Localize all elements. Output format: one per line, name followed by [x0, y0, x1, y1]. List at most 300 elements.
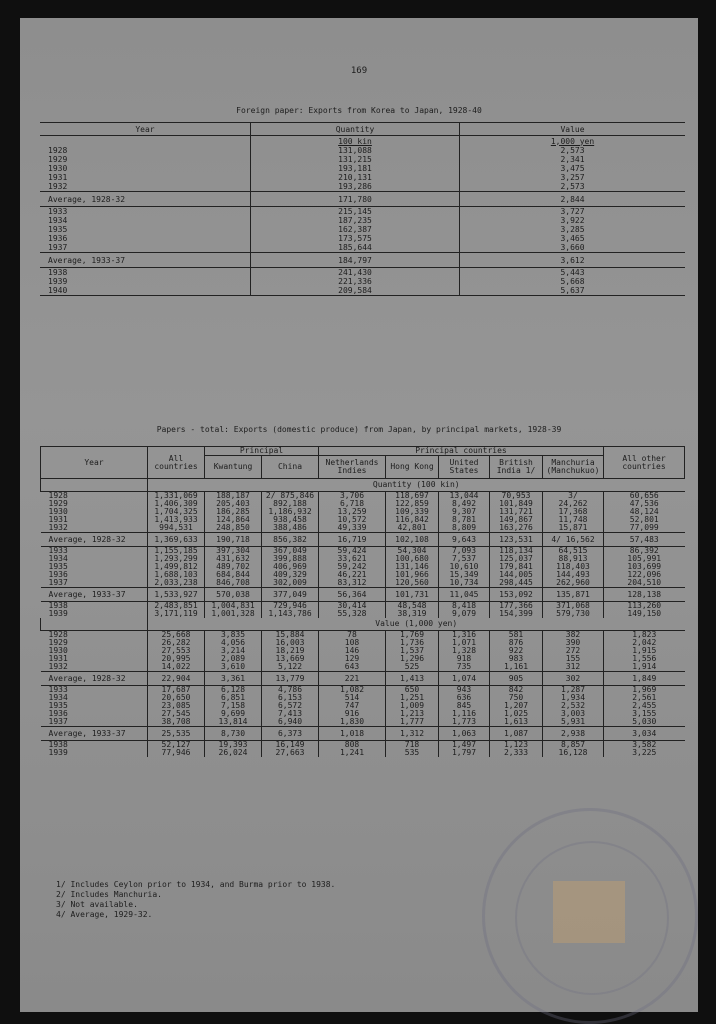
data-cell: 23,085 [148, 702, 205, 710]
table-row [41, 702, 685, 710]
average-row [41, 672, 685, 686]
data-cell: 570,038 [205, 588, 262, 602]
year-cell: 1930 [48, 164, 68, 173]
data-cell: 1,004,831 [205, 602, 262, 611]
year-cell: 1939 [48, 609, 68, 618]
year-cell: Average, 1928-32 [41, 533, 148, 547]
data-cell: 27,663 [262, 749, 319, 757]
data-cell: 27,553 [148, 647, 205, 655]
data-cell: 108 [319, 639, 386, 647]
data-cell: 11,045 [439, 588, 490, 602]
data-cell: 10,734 [439, 579, 490, 588]
table-row [40, 146, 685, 155]
year-cell: 1937 [48, 243, 68, 252]
data-cell: 54,304 [386, 547, 439, 556]
data-cell: 19,393 [205, 741, 262, 750]
data-cell: 77,946 [148, 749, 205, 757]
quantity-cell: 131,215 [251, 155, 460, 164]
data-cell: 1,287 [543, 686, 604, 695]
data-cell: 2/ 875,846 [262, 492, 319, 501]
data-cell: 22,904 [148, 672, 205, 686]
data-cell: 7,093 [439, 547, 490, 556]
section-label: Value (1,000 yen) [148, 618, 685, 631]
data-cell: 1,123 [490, 741, 543, 750]
table1-title: Foreign paper: Exports from Korea to Japan, 1928-40 [236, 106, 482, 115]
data-cell: 1,316 [439, 631, 490, 640]
table-row [41, 647, 685, 655]
data-cell: 38,708 [148, 718, 205, 727]
quantity-cell: 187,235 [251, 216, 460, 225]
data-cell: 7,158 [205, 702, 262, 710]
data-cell: 16,128 [543, 749, 604, 757]
data-cell: 4/ 16,562 [543, 533, 604, 547]
year-cell: 1935 [48, 562, 68, 571]
data-cell: 129 [319, 655, 386, 663]
value-cell: 3,257 [460, 173, 686, 182]
data-cell: 33,621 [319, 555, 386, 563]
data-cell: 8,809 [439, 524, 490, 533]
data-cell: 1,312 [386, 727, 439, 741]
footnotes [56, 880, 335, 920]
data-cell: 9,307 [439, 508, 490, 516]
data-cell: 135,871 [543, 588, 604, 602]
data-cell: 3,835 [205, 631, 262, 640]
data-cell: 118,403 [543, 563, 604, 571]
data-cell: 1,071 [439, 639, 490, 647]
data-cell: 1,969 [604, 686, 685, 695]
value-cell: 3,465 [460, 234, 686, 243]
data-cell: 59,242 [319, 563, 386, 571]
data-cell: 13,779 [262, 672, 319, 686]
table-row [41, 579, 685, 588]
year-cell: 1932 [48, 182, 68, 191]
data-cell: 109,339 [386, 508, 439, 516]
data-cell: 514 [319, 694, 386, 702]
year-cell: 1928 [48, 630, 68, 639]
table1-unit-quantity: 100 kin [251, 136, 460, 147]
value-cell: 3,285 [460, 225, 686, 234]
data-cell: 1,207 [490, 702, 543, 710]
quantity-cell: 215,145 [251, 207, 460, 217]
data-cell: 3,706 [319, 492, 386, 501]
data-cell: 1,413 [386, 672, 439, 686]
table-row [40, 277, 685, 286]
data-cell: 14,022 [148, 663, 205, 672]
data-cell: 2,483,851 [148, 602, 205, 611]
data-cell: 684,844 [205, 571, 262, 579]
quantity-cell: 131,088 [251, 146, 460, 155]
data-cell: 16,719 [319, 533, 386, 547]
data-cell: 42,801 [386, 524, 439, 533]
year-cell: 1928 [48, 146, 68, 155]
footnote: 3/ Not available. [56, 900, 138, 909]
data-cell: 6,940 [262, 718, 319, 727]
table2-header-manchuria: Manchuria (Manchukuo) [543, 456, 604, 479]
data-cell: 390 [543, 639, 604, 647]
data-cell: 636 [439, 694, 490, 702]
data-cell: 747 [319, 702, 386, 710]
data-cell: 11,748 [543, 516, 604, 524]
year-cell: 1934 [48, 693, 68, 702]
data-cell: 1,704,325 [148, 508, 205, 516]
data-cell: 382 [543, 631, 604, 640]
data-cell: 17,687 [148, 686, 205, 695]
document-page [20, 18, 698, 1012]
data-cell: 5,030 [604, 718, 685, 727]
data-cell: 27,545 [148, 710, 205, 718]
data-cell: 52,127 [148, 741, 205, 750]
year-cell: 1930 [48, 507, 68, 516]
quantity-cell: 171,780 [251, 192, 460, 207]
data-cell: 2,089 [205, 655, 262, 663]
footnote: 1/ Includes Ceylon prior to 1934, and Burma prior to 1938. [56, 880, 336, 889]
data-cell: 3,225 [604, 749, 685, 757]
data-cell: 1,009 [386, 702, 439, 710]
table1-unit-value: 1,000 yen [460, 136, 686, 147]
data-cell: 1,082 [319, 686, 386, 695]
year-cell: Average, 1928-32 [40, 192, 251, 207]
quantity-cell: 185,644 [251, 243, 460, 253]
data-cell: 994,531 [148, 524, 205, 533]
data-cell: 105,991 [604, 555, 685, 563]
data-cell: 60,656 [604, 492, 685, 501]
data-cell: 78 [319, 631, 386, 640]
data-cell: 1,186,932 [262, 508, 319, 516]
data-cell: 2,938 [543, 727, 604, 741]
table-row [40, 173, 685, 182]
data-cell: 302,009 [262, 579, 319, 588]
data-cell: 892,188 [262, 500, 319, 508]
table2-header-all: All countries [148, 447, 205, 479]
data-cell: 8,857 [543, 741, 604, 750]
data-cell: 128,138 [604, 588, 685, 602]
table1 [40, 122, 685, 296]
data-cell: 302 [543, 672, 604, 686]
value-cell: 5,637 [460, 286, 686, 296]
data-cell: 2,532 [543, 702, 604, 710]
year-cell: 1940 [40, 286, 251, 296]
data-cell: 57,483 [604, 533, 685, 547]
year-cell: 1930 [48, 646, 68, 655]
data-cell: 1,413,933 [148, 516, 205, 524]
year-cell: 1933 [48, 685, 68, 694]
table1-header-year: Year [40, 123, 251, 136]
data-cell: 7,413 [262, 710, 319, 718]
average-row [40, 192, 685, 207]
data-cell: 4,056 [205, 639, 262, 647]
quantity-cell: 193,286 [251, 182, 460, 192]
data-cell: 10,610 [439, 563, 490, 571]
table-row [41, 639, 685, 647]
data-cell: 2,042 [604, 639, 685, 647]
section-header-row [41, 479, 685, 492]
data-cell: 1,213 [386, 710, 439, 718]
data-cell: 1,769 [386, 631, 439, 640]
table1-header-quantity: Quantity [251, 123, 460, 136]
data-cell: 905 [490, 672, 543, 686]
data-cell: 312 [543, 663, 604, 672]
data-cell: 5,931 [543, 718, 604, 727]
data-cell: 6,572 [262, 702, 319, 710]
data-cell: 190,718 [205, 533, 262, 547]
data-cell: 30,414 [319, 602, 386, 611]
data-cell: 163,276 [490, 524, 543, 533]
data-cell: 8,730 [205, 727, 262, 741]
year-cell: Average, 1933-37 [40, 253, 251, 268]
data-cell: 118,697 [386, 492, 439, 501]
data-cell: 6,373 [262, 727, 319, 741]
data-cell: 6,153 [262, 694, 319, 702]
data-cell: 643 [319, 663, 386, 672]
data-cell: 6,128 [205, 686, 262, 695]
data-cell: 922 [490, 647, 543, 655]
data-cell: 13,669 [262, 655, 319, 663]
data-cell: 113,260 [604, 602, 685, 611]
data-cell: 856,382 [262, 533, 319, 547]
data-cell: 1,116 [439, 710, 490, 718]
table2-header-principal: Principal [205, 447, 319, 456]
table2-header-hong-kong: Hong Kong [386, 456, 439, 479]
year-cell: 1932 [48, 662, 68, 671]
average-row [41, 533, 685, 547]
table-row [40, 155, 685, 164]
year-cell: 1936 [48, 709, 68, 718]
data-cell: 70,953 [490, 492, 543, 501]
value-cell: 2,573 [460, 146, 686, 155]
table-row [40, 286, 685, 296]
data-cell: 650 [386, 686, 439, 695]
data-cell: 248,850 [205, 524, 262, 533]
year-cell: 1929 [48, 155, 68, 164]
data-cell: 131,146 [386, 563, 439, 571]
data-cell: 26,282 [148, 639, 205, 647]
data-cell: 371,068 [543, 602, 604, 611]
data-cell: 186,285 [205, 508, 262, 516]
data-cell: 64,515 [543, 547, 604, 556]
data-cell: 808 [319, 741, 386, 750]
data-cell: 16,003 [262, 639, 319, 647]
data-cell: 1,296 [386, 655, 439, 663]
data-cell: 8,418 [439, 602, 490, 611]
data-cell: 1,155,185 [148, 547, 205, 556]
data-cell: 983 [490, 655, 543, 663]
data-cell: 10,572 [319, 516, 386, 524]
data-cell: 846,708 [205, 579, 262, 588]
data-cell: 1,736 [386, 639, 439, 647]
data-cell: 52,801 [604, 516, 685, 524]
table2-header-kwantung: Kwantung [205, 456, 262, 479]
data-cell: 123,531 [490, 533, 543, 547]
data-cell: 48,124 [604, 508, 685, 516]
data-cell: 6,718 [319, 500, 386, 508]
data-cell: 103,699 [604, 563, 685, 571]
data-cell: 272 [543, 647, 604, 655]
data-cell: 122,859 [386, 500, 439, 508]
year-cell: 1938 [48, 740, 68, 749]
section-header-row [41, 618, 685, 631]
value-cell: 2,844 [460, 192, 686, 207]
data-cell: 144,005 [490, 571, 543, 579]
table-row [41, 718, 685, 727]
data-cell: 431,632 [205, 555, 262, 563]
data-cell: 5,122 [262, 663, 319, 672]
table2-header-all-other: All other countries [604, 447, 685, 479]
data-cell: 579,730 [543, 610, 604, 618]
data-cell: 77,099 [604, 524, 685, 533]
value-cell: 5,668 [460, 277, 686, 286]
data-cell: 2,033,238 [148, 579, 205, 588]
data-cell: 918 [439, 655, 490, 663]
year-cell: 1934 [48, 216, 68, 225]
data-cell: 750 [490, 694, 543, 702]
table-row [40, 234, 685, 243]
quantity-cell: 221,336 [251, 277, 460, 286]
data-cell: 1,406,309 [148, 500, 205, 508]
year-cell: Average, 1928-32 [41, 672, 148, 686]
data-cell: 735 [439, 663, 490, 672]
data-cell: 13,814 [205, 718, 262, 727]
data-cell: 1,537 [386, 647, 439, 655]
quantity-cell: 210,131 [251, 173, 460, 182]
data-cell: 1,074 [439, 672, 490, 686]
data-cell: 1,369,633 [148, 533, 205, 547]
data-cell: 204,510 [604, 579, 685, 588]
data-cell: 262,960 [543, 579, 604, 588]
data-cell: 16,149 [262, 741, 319, 750]
data-cell: 25,535 [148, 727, 205, 741]
year-cell: 1935 [48, 701, 68, 710]
table1-header-value: Value [460, 123, 686, 136]
data-cell: 3,034 [604, 727, 685, 741]
data-cell: 155 [543, 655, 604, 663]
data-cell: 116,842 [386, 516, 439, 524]
data-cell: 406,969 [262, 563, 319, 571]
data-cell: 525 [386, 663, 439, 672]
data-cell: 388,486 [262, 524, 319, 533]
data-cell: 4,786 [262, 686, 319, 695]
data-cell: 2,561 [604, 694, 685, 702]
data-cell: 122,096 [604, 571, 685, 579]
footnote: 4/ Average, 1929-32. [56, 910, 153, 919]
year-cell: 1935 [48, 225, 68, 234]
value-cell: 2,341 [460, 155, 686, 164]
data-cell: 88,913 [543, 555, 604, 563]
year-cell: 1929 [48, 638, 68, 647]
year-cell: 1928 [48, 491, 68, 500]
section-label: Quantity (100 kin) [148, 479, 685, 492]
data-cell: 13,044 [439, 492, 490, 501]
data-cell: 221 [319, 672, 386, 686]
data-cell: 47,536 [604, 500, 685, 508]
data-cell: 125,037 [490, 555, 543, 563]
average-row [40, 253, 685, 268]
table-row [40, 182, 685, 192]
data-cell: 916 [319, 710, 386, 718]
data-cell: 188,187 [205, 492, 262, 501]
data-cell: 3,155 [604, 710, 685, 718]
data-cell: 1,773 [439, 718, 490, 727]
data-cell: 845 [439, 702, 490, 710]
data-cell: 367,049 [262, 547, 319, 556]
table-row [41, 663, 685, 672]
data-cell: 3,610 [205, 663, 262, 672]
data-cell: 13,259 [319, 508, 386, 516]
data-cell: 1,849 [604, 672, 685, 686]
quantity-cell: 241,430 [251, 268, 460, 278]
data-cell: 2,333 [490, 749, 543, 757]
data-cell: 1,063 [439, 727, 490, 741]
data-cell: 1,087 [490, 727, 543, 741]
data-cell: 943 [439, 686, 490, 695]
data-cell: 3,171,119 [148, 610, 205, 618]
data-cell: 15,349 [439, 571, 490, 579]
year-cell: 1929 [48, 499, 68, 508]
year-cell: 1933 [48, 546, 68, 555]
data-cell: 24,262 [543, 500, 604, 508]
year-cell: 1931 [48, 515, 68, 524]
table-row [40, 243, 685, 253]
data-cell: 15,884 [262, 631, 319, 640]
data-cell: 101,731 [386, 588, 439, 602]
table-row [40, 164, 685, 173]
data-cell: 131,721 [490, 508, 543, 516]
data-cell: 149,150 [604, 610, 685, 618]
data-cell: 20,995 [148, 655, 205, 663]
value-cell: 3,922 [460, 216, 686, 225]
data-cell: 83,312 [319, 579, 386, 588]
data-cell: 1,497 [439, 741, 490, 750]
data-cell: 1,241 [319, 749, 386, 757]
data-cell: 205,403 [205, 500, 262, 508]
data-cell: 9,079 [439, 610, 490, 618]
data-cell: 8,781 [439, 516, 490, 524]
data-cell: 7,537 [439, 555, 490, 563]
year-cell: 1938 [48, 268, 68, 277]
data-cell: 1,830 [319, 718, 386, 727]
year-cell: 1939 [48, 748, 68, 757]
data-cell: 101,849 [490, 500, 543, 508]
data-cell: 144,493 [543, 571, 604, 579]
year-cell: 1938 [48, 601, 68, 610]
year-cell: 1934 [48, 554, 68, 563]
data-cell: 1,914 [604, 663, 685, 672]
year-cell: 1932 [48, 523, 68, 532]
value-cell: 3,475 [460, 164, 686, 173]
value-cell: 3,612 [460, 253, 686, 268]
quantity-cell: 162,387 [251, 225, 460, 234]
data-cell: 1,823 [604, 631, 685, 640]
data-cell: 48,548 [386, 602, 439, 611]
university-seal-watermark [482, 808, 698, 1024]
data-cell: 876 [490, 639, 543, 647]
year-cell: Average, 1933-37 [41, 588, 148, 602]
quantity-cell: 173,575 [251, 234, 460, 243]
data-cell: 20,650 [148, 694, 205, 702]
data-cell: 26,024 [205, 749, 262, 757]
table2-header-british-india: British India 1/ [490, 456, 543, 479]
data-cell: 1,777 [386, 718, 439, 727]
data-cell: 55,328 [319, 610, 386, 618]
data-cell: 3,003 [543, 710, 604, 718]
year-cell: 1931 [48, 654, 68, 663]
table-row [41, 524, 685, 533]
data-cell: 102,108 [386, 533, 439, 547]
table-row [41, 655, 685, 663]
data-cell: 25,668 [148, 631, 205, 640]
data-cell: 56,364 [319, 588, 386, 602]
table2-header-year: Year [41, 447, 148, 479]
data-cell: 1,331,069 [148, 492, 205, 501]
